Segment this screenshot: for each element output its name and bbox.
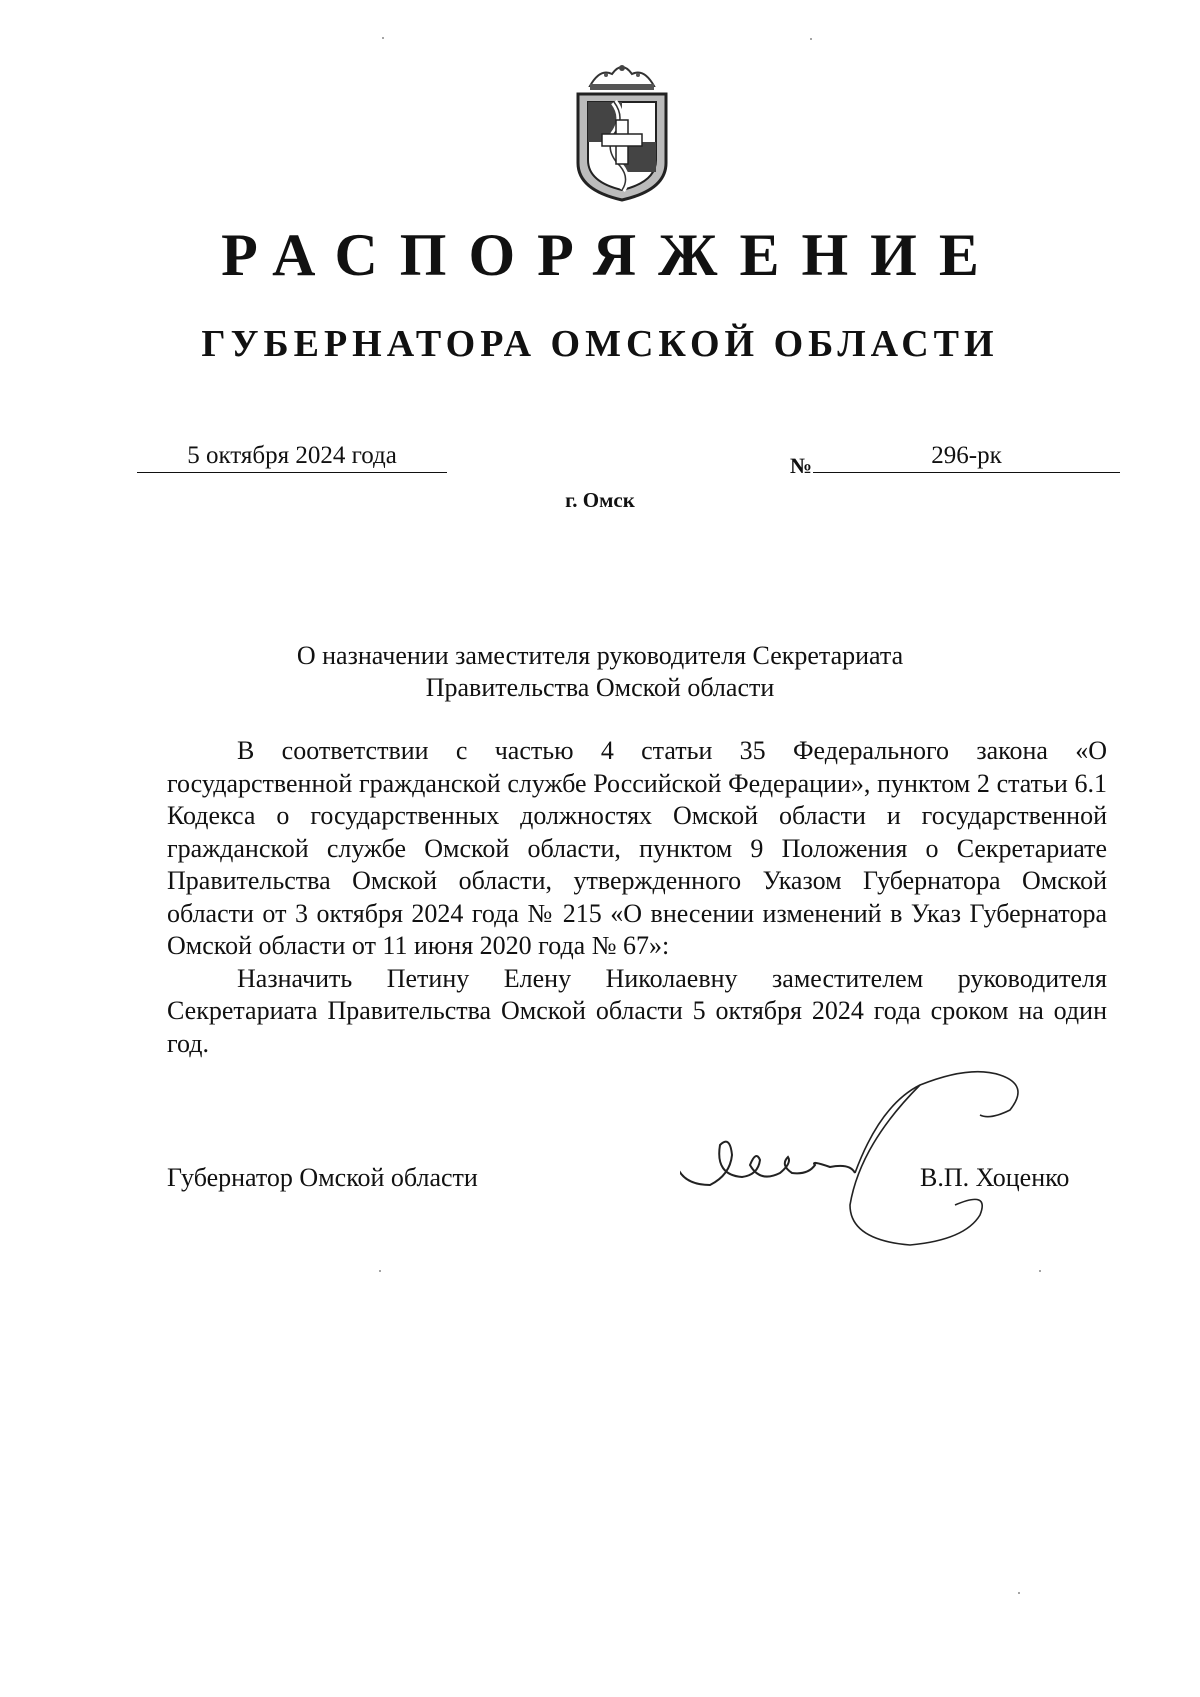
- signatory-position: Губернатор Омской области: [167, 1163, 478, 1192]
- body-paragraph-1: В соответствии с частью 4 статьи 35 Федерального закона «О государственной гражданской службе Российской Федерации», пунктом 2 статьи 6.1 Кодекса о государственных должностях Омской области и государственной гражданской службе Омской области, пунктом 9 Положения о Секретариате Правительства Омской области, утвержденного Указом Губернатора Омской области от 3 октября 2024 года № 215 «О внесении изменений в Указ Губернатора Омской области от 11 июня 2020 года № 67»:: [167, 736, 1107, 960]
- coat-of-arms-icon: [560, 58, 684, 204]
- document-title: РАСПОРЯЖЕНИЕ: [221, 222, 1001, 288]
- document-city: г. Омск: [565, 488, 635, 512]
- document-subtitle: ГУБЕРНАТОРА ОМСКОЙ ОБЛАСТИ: [201, 323, 999, 365]
- handwritten-signature-icon: [680, 1065, 1100, 1265]
- scan-speck: [382, 37, 384, 39]
- scan-speck: [379, 1270, 381, 1272]
- heading-line-1: О назначении заместителя руководителя Секретариата: [296, 641, 904, 670]
- document-heading: [200, 640, 1000, 704]
- scan-speck: [810, 38, 812, 40]
- document-date: 5 октября 2024 года: [137, 440, 447, 473]
- heading-line-2: Правительства Омской области: [425, 673, 775, 702]
- document-body: [167, 735, 1107, 1060]
- scan-speck: [1039, 1270, 1041, 1272]
- document-number: 296-рк: [813, 440, 1120, 473]
- scan-speck: [1018, 1592, 1020, 1594]
- number-label: №: [790, 453, 813, 478]
- signatory-name: В.П. Хоценко: [920, 1163, 1070, 1192]
- body-paragraph-2: Назначить Петину Елену Николаевну заместителем руководителя Секретариата Правительства Омской области 5 октября 2024 года сроком на один год.: [167, 963, 1107, 1058]
